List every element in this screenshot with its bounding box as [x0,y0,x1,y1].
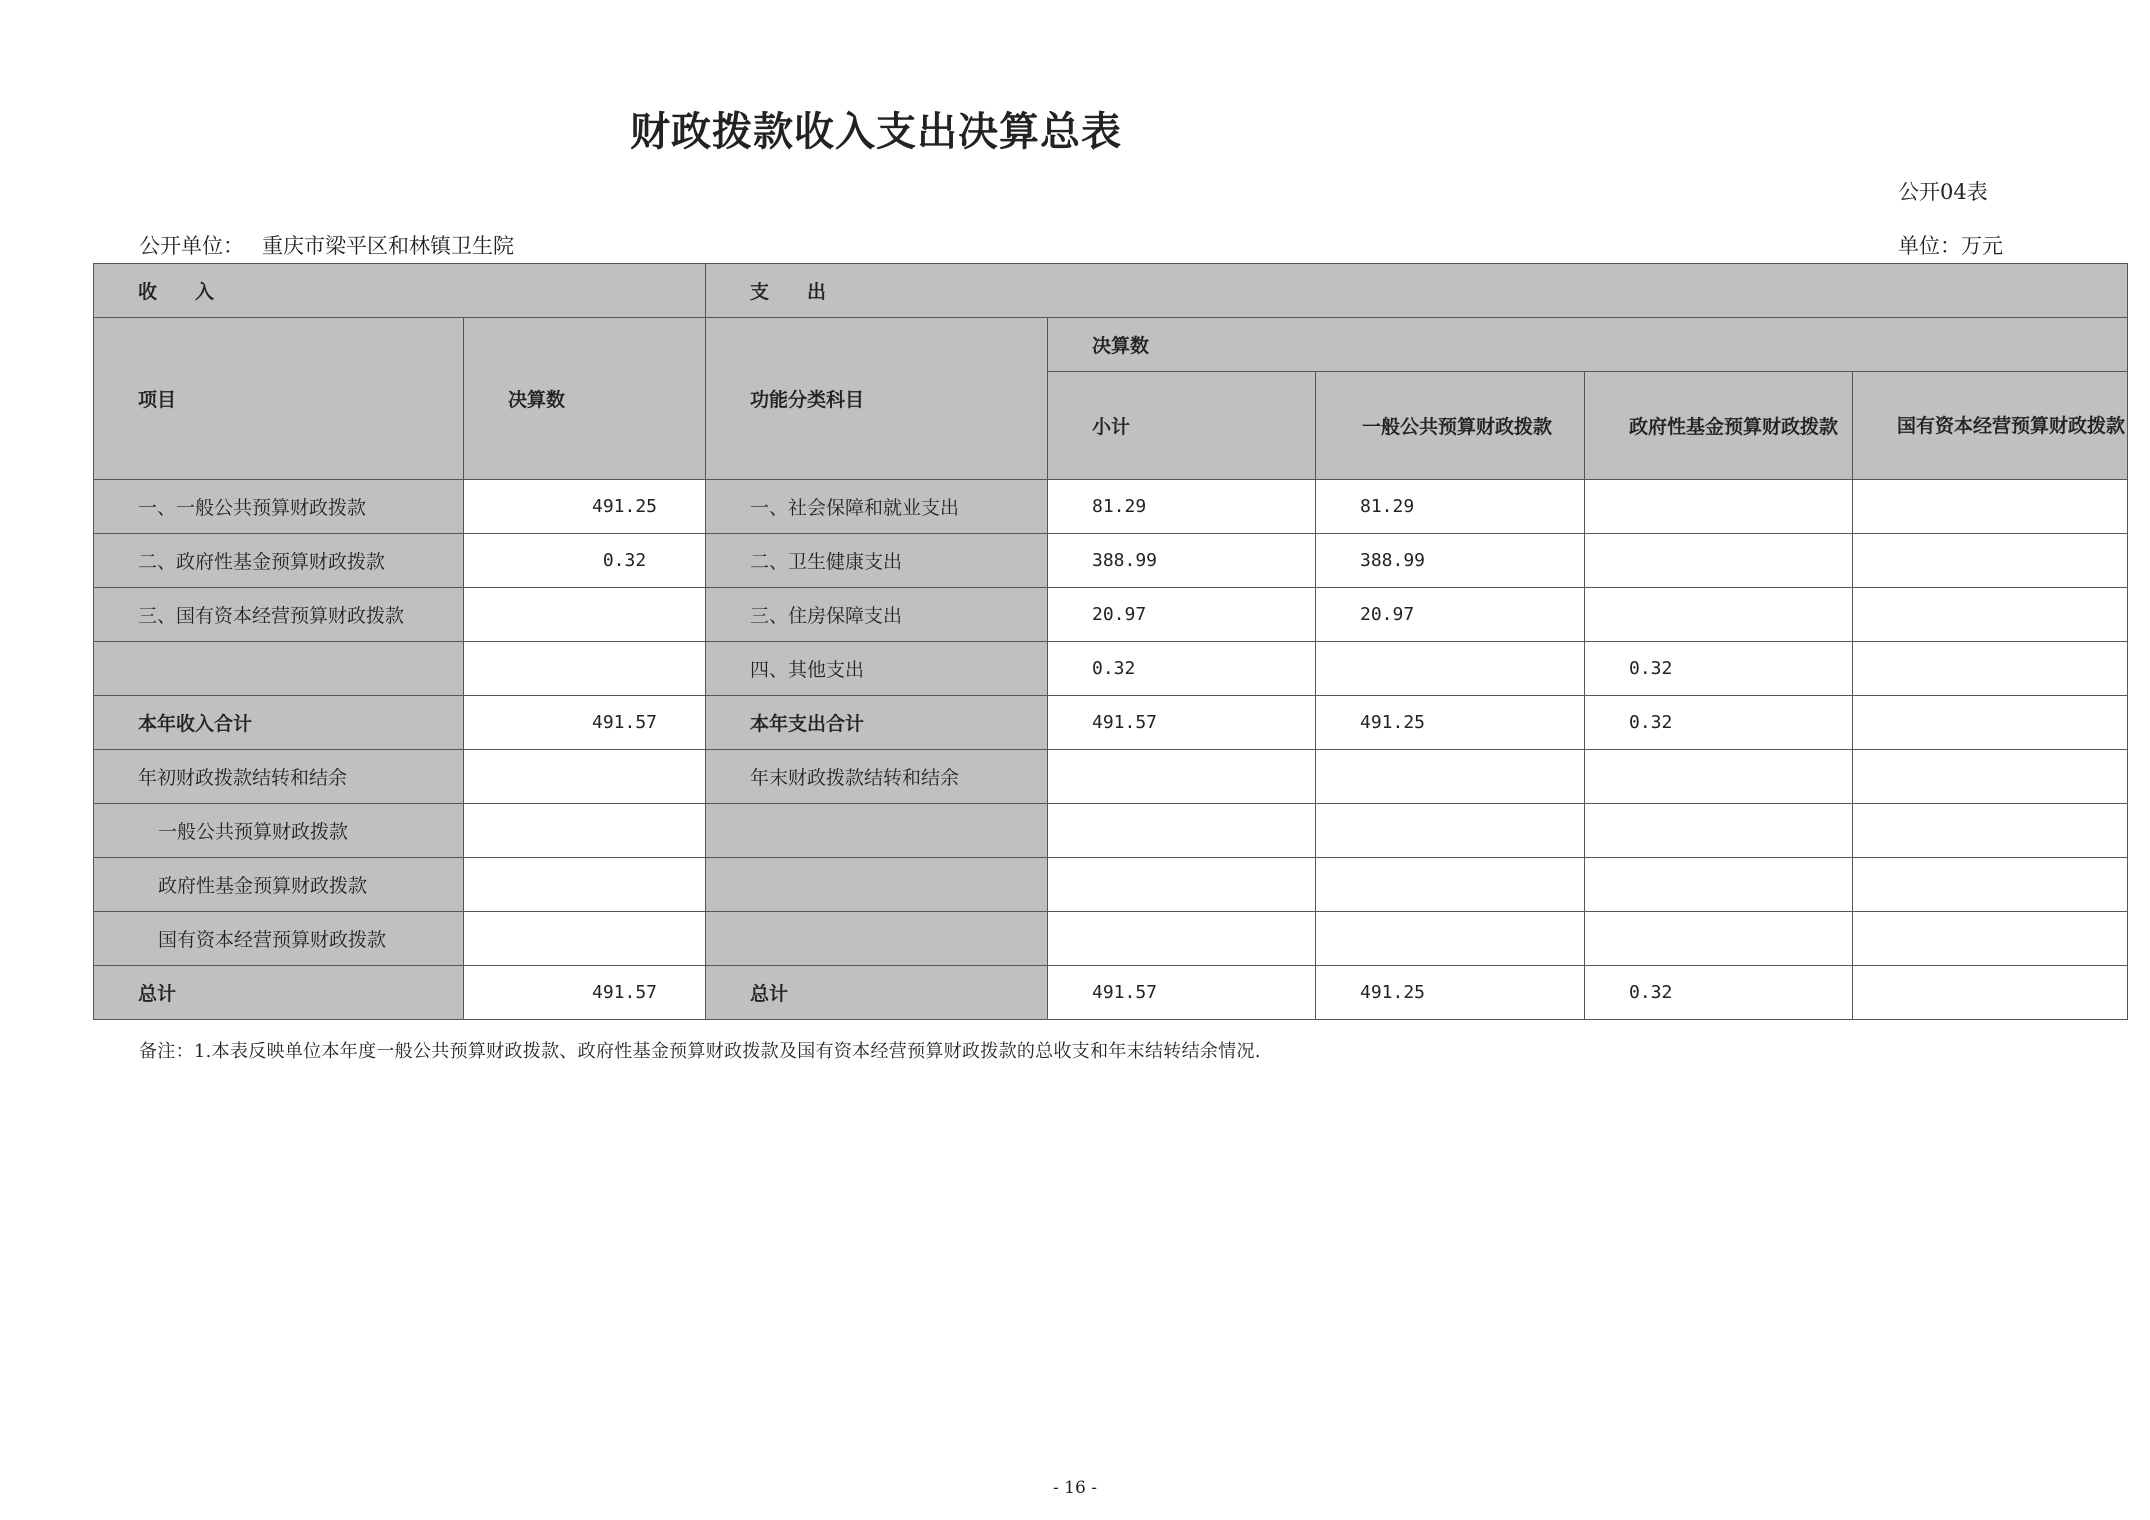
expenditure-item: 本年支出合计 [706,696,1048,750]
income-item: 一般公共预算财政拨款 [94,804,464,858]
income-amount [464,912,706,966]
income-amount: 0.32 [464,534,706,588]
expenditure-item: 四、其他支出 [706,642,1048,696]
reporting-unit [139,230,514,260]
reporting-unit-label: 公开单位： [139,234,244,258]
income-header: 收 入 [94,264,706,318]
budget-table [93,263,2128,1020]
income-amount: 491.57 [464,966,706,1020]
expenditure-item: 三、住房保障支出 [706,588,1048,642]
table-row [94,858,2128,912]
general-cell: 388.99 [1316,534,1585,588]
form-number: 公开04表 [1898,180,1988,204]
fund-cell: 0.32 [1585,966,1853,1020]
capital-cell [1853,804,2128,858]
fund-cell [1585,858,1853,912]
page-title: 财政拨款收入支出决算总表 [630,108,1122,155]
function-category-header: 功能分类科目 [706,318,1048,480]
expenditure-item: 二、卫生健康支出 [706,534,1048,588]
subtotal-cell: 491.57 [1048,966,1316,1020]
subtotal-cell [1048,804,1316,858]
income-item: 本年收入合计 [94,696,464,750]
expenditure-item: 一、社会保障和就业支出 [706,480,1048,534]
general-cell: 81.29 [1316,480,1585,534]
general-cell: 491.25 [1316,696,1585,750]
general-budget-header: 一般公共预算财政拨款 [1316,372,1585,480]
fund-cell: 0.32 [1585,696,1853,750]
expenditure-item [706,858,1048,912]
income-amount: 491.57 [464,696,706,750]
capital-cell [1853,534,2128,588]
income-item: 国有资本经营预算财政拨款 [94,912,464,966]
income-item: 政府性基金预算财政拨款 [94,858,464,912]
table-row-grand-total [94,966,2128,1020]
header-row-top [94,318,2128,372]
general-cell [1316,804,1585,858]
income-amount [464,858,706,912]
general-cell [1316,750,1585,804]
capital-cell [1853,696,2128,750]
subtotal-cell: 20.97 [1048,588,1316,642]
table-row [94,534,2128,588]
income-item [94,642,464,696]
general-cell [1316,912,1585,966]
income-item: 年初财政拨款结转和结余 [94,750,464,804]
final-amount-exp-header: 决算数 [1048,318,2128,372]
capital-cell [1853,912,2128,966]
general-cell: 491.25 [1316,966,1585,1020]
table-row [94,480,2128,534]
subtotal-cell: 388.99 [1048,534,1316,588]
capital-cell [1853,750,2128,804]
table-row [94,750,2128,804]
fund-cell: 0.32 [1585,642,1853,696]
fund-cell [1585,588,1853,642]
currency-unit: 单位：万元 [1898,234,2003,258]
income-item: 一、一般公共预算财政拨款 [94,480,464,534]
page-number: - 16 - [1053,1478,1097,1498]
subtotal-cell [1048,750,1316,804]
expenditure-item [706,912,1048,966]
final-amount-header: 决算数 [464,318,706,480]
fund-cell [1585,912,1853,966]
income-amount [464,804,706,858]
table-row [94,642,2128,696]
subtotal-cell: 491.57 [1048,696,1316,750]
income-amount [464,750,706,804]
income-item: 二、政府性基金预算财政拨款 [94,534,464,588]
table-row [94,588,2128,642]
capital-cell [1853,588,2128,642]
general-cell [1316,858,1585,912]
table-row-annual-total [94,696,2128,750]
expenditure-item: 年末财政拨款结转和结余 [706,750,1048,804]
fund-cell [1585,804,1853,858]
fund-cell [1585,480,1853,534]
header-row-section [94,264,2128,318]
income-item: 总计 [94,966,464,1020]
subtotal-cell [1048,858,1316,912]
income-amount: 491.25 [464,480,706,534]
subtotal-header: 小计 [1048,372,1316,480]
reporting-unit-name: 重庆市梁平区和林镇卫生院 [262,234,514,258]
income-amount [464,642,706,696]
general-cell [1316,642,1585,696]
income-item: 三、国有资本经营预算财政拨款 [94,588,464,642]
expenditure-header: 支 出 [706,264,2128,318]
expenditure-item [706,804,1048,858]
capital-cell [1853,858,2128,912]
expenditure-item: 总计 [706,966,1048,1020]
capital-cell [1853,480,2128,534]
item-header: 项目 [94,318,464,480]
subtotal-cell: 81.29 [1048,480,1316,534]
state-capital-header: 国有资本经营预算财政拨款 [1853,372,2128,480]
capital-cell [1853,966,2128,1020]
subtotal-cell: 0.32 [1048,642,1316,696]
table-row [94,912,2128,966]
general-cell: 20.97 [1316,588,1585,642]
gov-fund-header: 政府性基金预算财政拨款 [1585,372,1853,480]
table-row [94,804,2128,858]
income-amount [464,588,706,642]
fund-cell [1585,534,1853,588]
capital-cell [1853,642,2128,696]
fund-cell [1585,750,1853,804]
footnote: 备注：1.本表反映单位本年度一般公共预算财政拨款、政府性基金预算财政拨款及国有资本经营预算财政拨款的总收支和年末结转结余情况. [139,1041,1261,1062]
subtotal-cell [1048,912,1316,966]
